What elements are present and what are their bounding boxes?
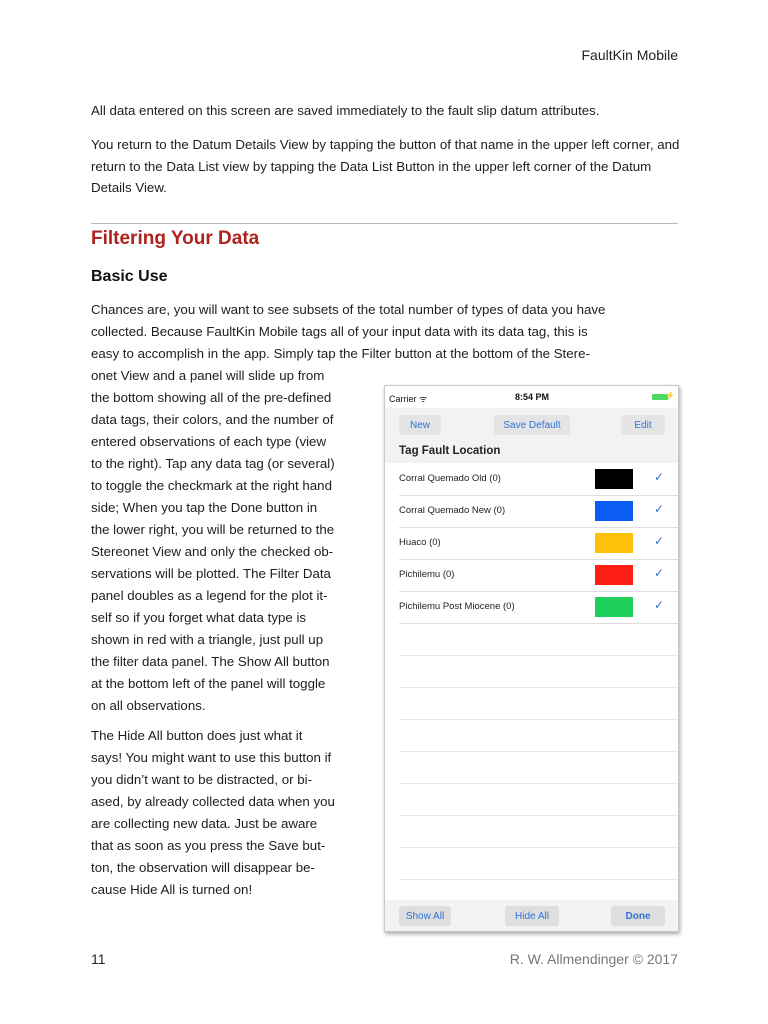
tag-row[interactable] [399,559,678,592]
body-line: self so if you forget what data type is [91,610,307,625]
hide-all-button[interactable]: Hide All [505,906,559,926]
empty-row [399,751,678,784]
empty-row [399,783,678,816]
charging-icon: ⚡ [665,391,675,400]
body-line: says! You might want to use this button if [91,750,332,765]
filter-toolbar [385,408,678,441]
tag-color-swatch [595,469,633,489]
filter-bottom-bar [385,900,678,931]
tag-color-swatch [595,501,633,521]
intro-paragraph-1: All data entered on this screen are saved immediately to the fault slip datum attributes. [91,103,600,118]
running-header: FaultKin Mobile [581,47,678,63]
body-line: the filter data panel. The Show All button [91,654,330,669]
body-line: that as soon as you press the Save but- [91,838,326,853]
body-line: cause Hide All is turned on! [91,882,253,897]
tag-name: Corral Quemado New (0) [399,505,506,516]
body-line: on all observations. [91,698,206,713]
status-bar [385,386,678,408]
done-button[interactable]: Done [611,906,665,926]
status-time: 8:54 PM [515,392,550,402]
body-line: to toggle the checkmark at the right hand [91,478,332,493]
tag-row[interactable] [399,463,678,496]
body-line: ased, by already collected data when you [91,794,335,809]
empty-row [399,687,678,720]
section-title: Filtering Your Data [91,228,260,249]
footer-credit: R. W. Allmendinger © 2017 [509,951,678,967]
body-line: easy to accomplish in the app. Simply tap the Filter button at the bottom of the Stere- [91,346,590,361]
body-line: are collecting new data. Just be aware [91,816,318,831]
body-line: the bottom showing all of the pre-defined [91,390,332,405]
tag-name: Pichilemu (0) [399,569,455,580]
body-line: the lower right, you will be returned to the [91,522,335,537]
new-button[interactable]: New [399,415,441,435]
empty-row [399,847,678,880]
body-line: panel doubles as a legend for the plot it- [91,588,328,603]
checkmark-icon[interactable]: ✓ [654,470,665,484]
body-line: The Hide All button does just what it [91,728,303,743]
body-line: entered observations of each type (view [91,434,327,449]
body-line: onet View and a panel will slide up from [91,368,325,383]
tag-color-swatch [595,597,633,617]
tag-color-swatch [595,565,633,585]
tag-name: Corral Quemado Old (0) [399,473,501,484]
save-default-button[interactable]: Save Default [494,415,570,435]
tag-name: Huaco (0) [399,537,441,548]
body-line: you didn’t want to be distracted, or bi- [91,772,312,787]
carrier-label: Carrier ᯤ [389,394,428,404]
empty-row [399,719,678,752]
empty-row [399,655,678,688]
tag-row[interactable] [399,495,678,528]
body-line: ton, the observation will disappear be- [91,860,315,875]
checkmark-icon[interactable]: ✓ [654,534,665,548]
edit-button[interactable]: Edit [621,415,665,435]
show-all-button[interactable]: Show All [399,906,451,926]
empty-row [399,815,678,848]
tag-row[interactable] [399,591,678,624]
body-line: Stereonet View and only the checked ob- [91,544,334,559]
page-number: 11 [91,951,106,967]
filter-panel-screenshot [384,385,679,932]
tag-color-swatch [595,533,633,553]
checkmark-icon[interactable]: ✓ [654,566,665,580]
body-line: side; When you tap the Done button in [91,500,318,515]
checkmark-icon[interactable]: ✓ [654,598,665,612]
body-line: to the right). Tap any data tag (or several) [91,456,335,471]
body-line: Chances are, you will want to see subsets of the total number of types of data you have [91,302,606,317]
tag-list-header-label: Tag Fault Location [399,445,501,457]
body-line: shown in red with a triangle, just pull up [91,632,324,647]
intro-paragraph-2: You return to the Datum Details View by tapping the button of that name in the upper left corner, and return to the Data List view by tapping the Data List Button in the upper left corner of the Datum Details View. [91,137,680,196]
body-line: collected. Because FaultKin Mobile tags all of your input data with its data tag, this is [91,324,588,339]
tag-list-header [385,441,678,463]
section-divider [91,223,678,224]
body-line: servations will be plotted. The Filter Data [91,566,331,581]
subsection-title: Basic Use [91,268,168,285]
body-line: at the bottom left of the panel will toggle [91,676,326,691]
checkmark-icon[interactable]: ✓ [654,502,665,516]
empty-row [399,623,678,656]
tag-name: Pichilemu Post Miocene (0) [399,601,515,612]
tag-row[interactable] [399,527,678,560]
body-line: data tags, their colors, and the number of [91,412,334,427]
